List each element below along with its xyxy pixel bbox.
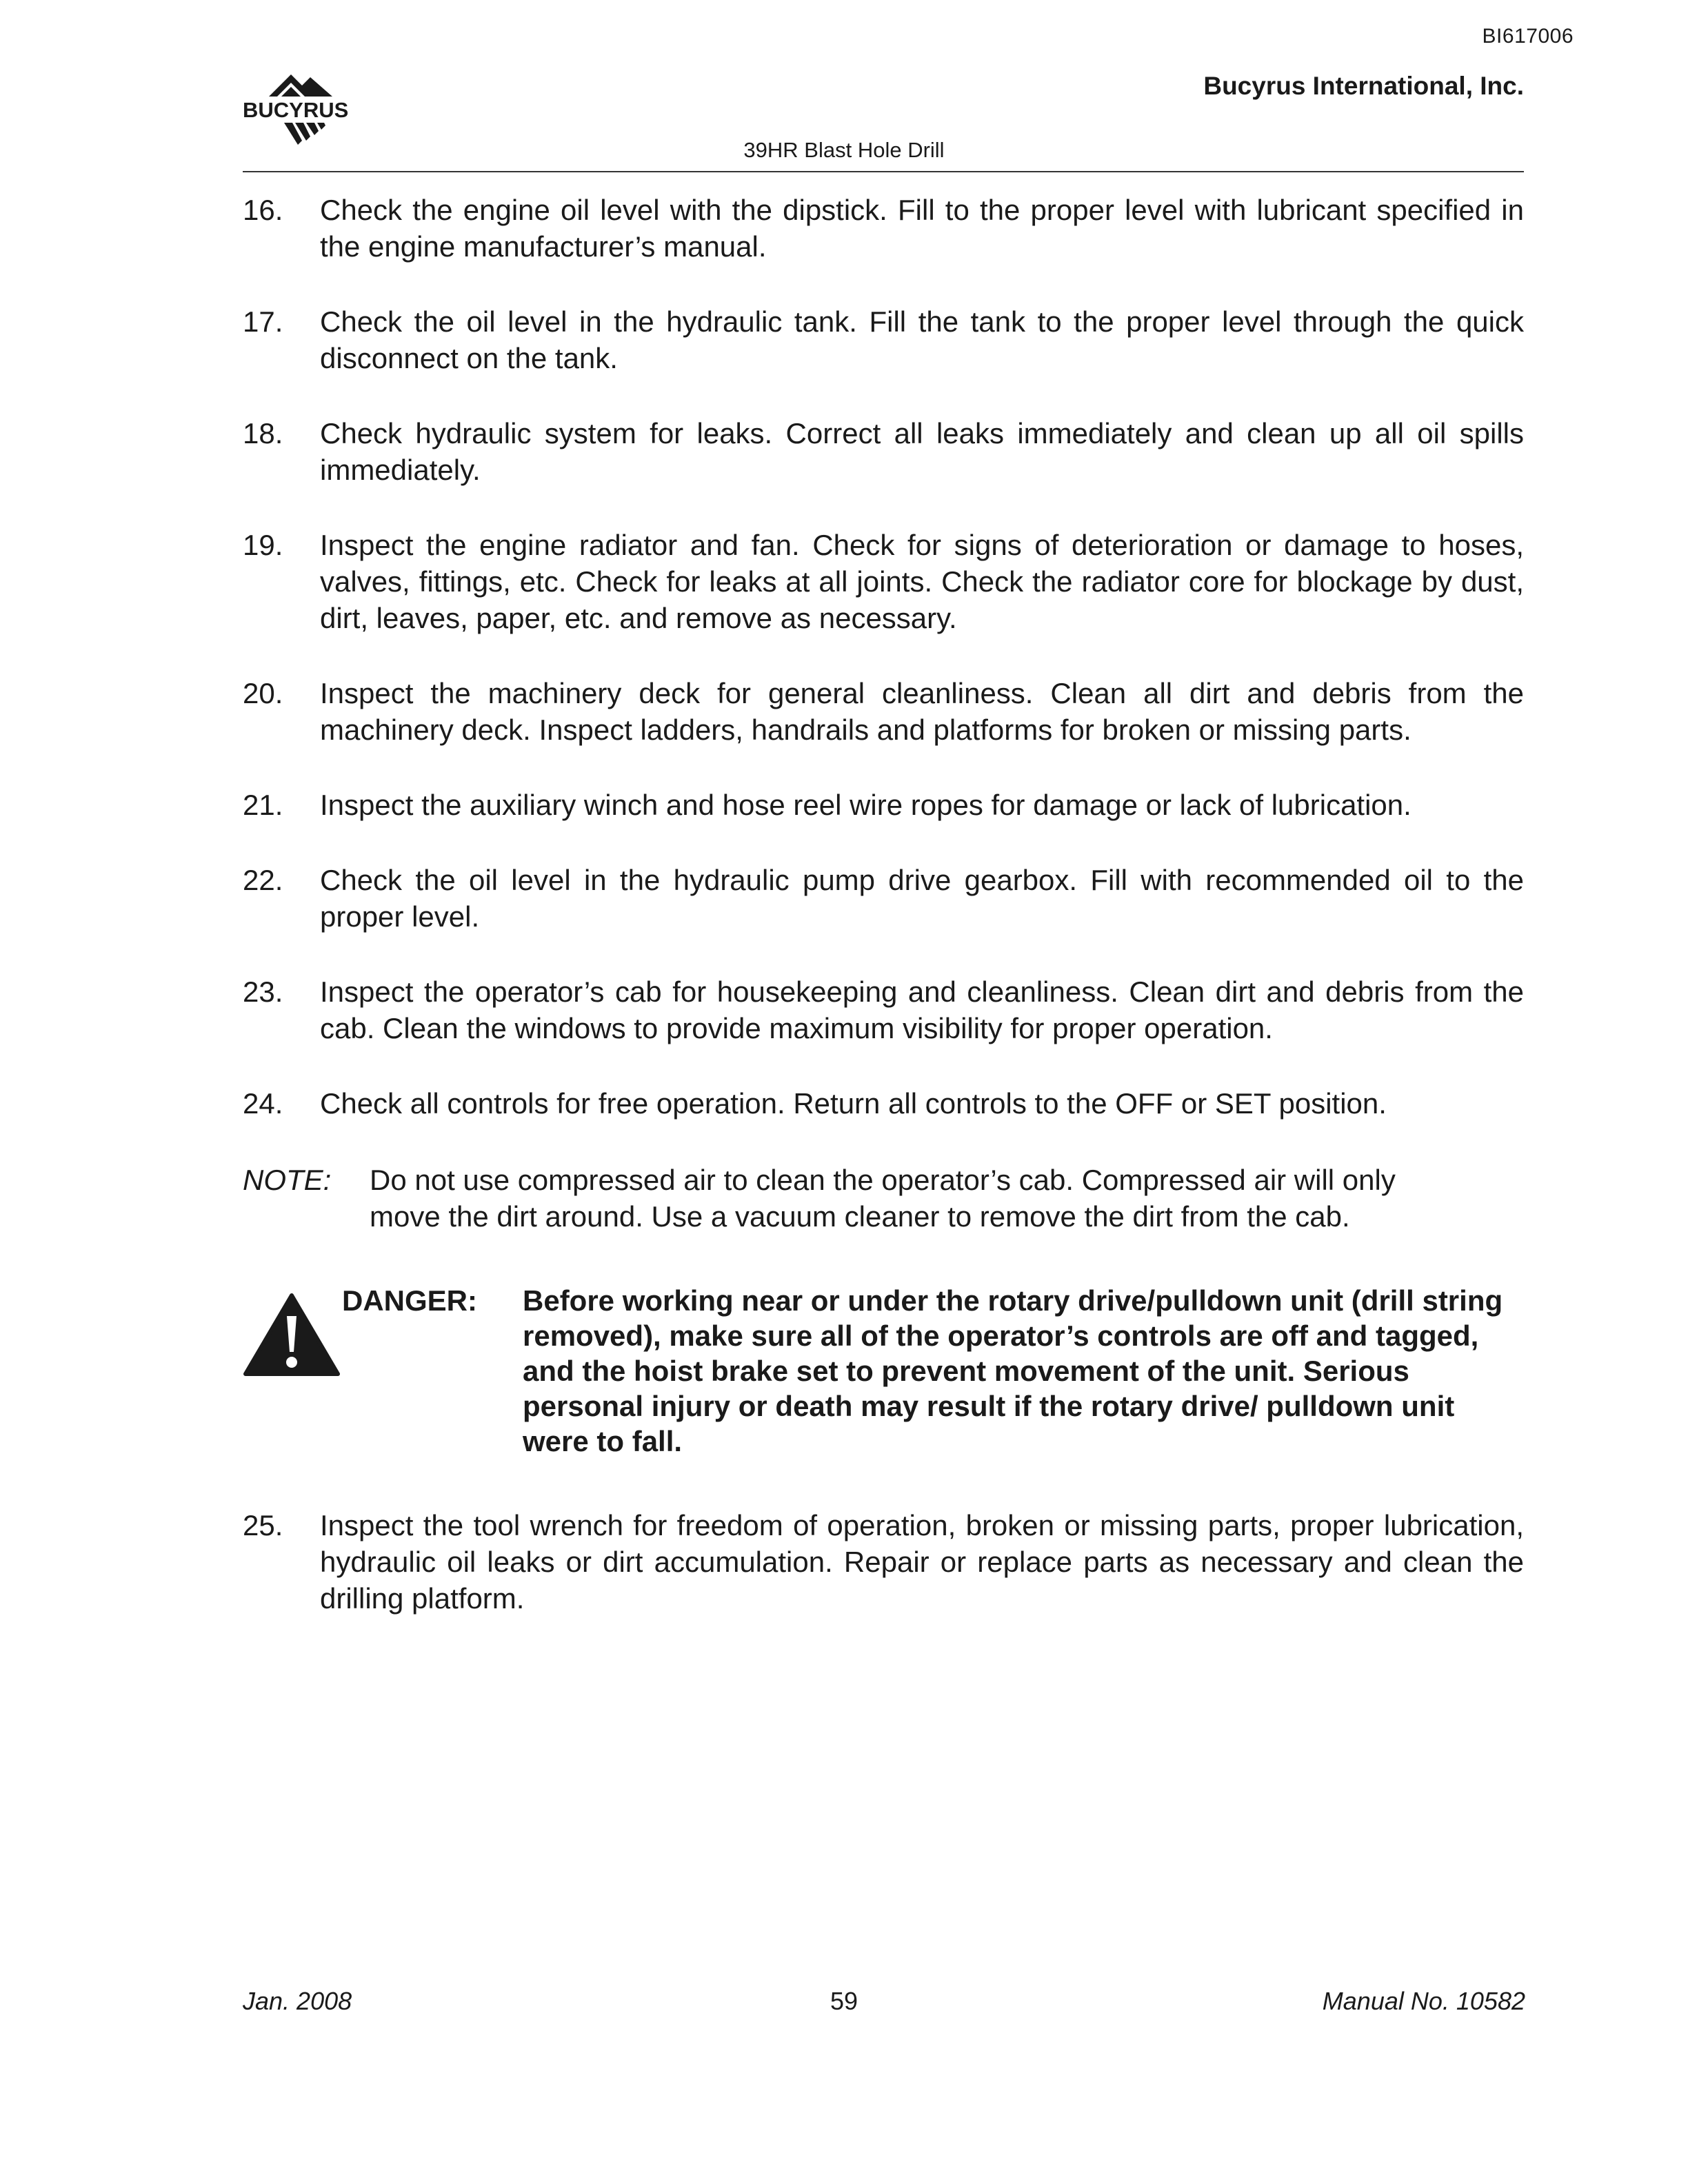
list-item xyxy=(243,1085,1524,1122)
item-text: Inspect the operator’s cab for housekeeping and cleanliness. Clean dirt and debris from the cab. Clean the windows to provide maximum visibility for proper operation. xyxy=(320,975,1524,1044)
list-item xyxy=(243,192,1524,265)
item-number: 16. xyxy=(243,194,283,226)
item-number: 17. xyxy=(243,305,283,338)
item-number: 21. xyxy=(243,789,283,821)
list-item xyxy=(243,675,1524,748)
list-item xyxy=(243,527,1524,636)
list-item xyxy=(243,1507,1524,1617)
item-number: 23. xyxy=(243,975,283,1008)
footer-manual-number: Manual No. 10582 xyxy=(1322,1987,1525,2015)
item-text: Inspect the auxiliary winch and hose reel wire ropes for damage or lack of lubrication. xyxy=(320,789,1411,821)
item-text: Check hydraulic system for leaks. Correct all leaks immediately and clean up all oil spills immediately. xyxy=(320,417,1524,486)
item-text: Inspect the tool wrench for freedom of operation, broken or missing parts, proper lubrication, hydraulic oil leaks or dirt accumulation. Repair or replace parts as necessary and clean the drilling platform. xyxy=(320,1509,1524,1615)
item-number: 18. xyxy=(243,417,283,449)
list-item xyxy=(243,415,1524,488)
list-item xyxy=(243,303,1524,376)
danger-label: DANGER: xyxy=(342,1284,477,1317)
list-item xyxy=(243,973,1524,1046)
logo-text: BUCYRUS xyxy=(243,98,349,122)
list-item xyxy=(243,862,1524,935)
footer-date: Jan. 2008 xyxy=(243,1987,352,2015)
document-id: BI617006 xyxy=(1482,25,1574,48)
procedure-content xyxy=(243,192,1524,1655)
danger-text: Before working near or under the rotary drive/pulldown unit (drill string removed), make sure all of the operator’s controls are off and tagged, and the hoist brake set to prevent movement of the unit. Serious personal injury or death may result if the rotary drive/ pulldown unit were to fall. xyxy=(523,1284,1503,1457)
item-number: 19. xyxy=(243,529,283,561)
item-text: Check the oil level in the hydraulic pump drive gearbox. Fill with recommended oil to the proper level. xyxy=(320,864,1524,933)
item-number: 20. xyxy=(243,677,283,709)
item-text: Check the engine oil level with the dipstick. Fill to the proper level with lubricant specified in the engine manufacturer’s manual. xyxy=(320,194,1524,263)
item-text: Check all controls for free operation. Return all controls to the OFF or SET position. xyxy=(320,1087,1387,1120)
list-item xyxy=(243,787,1524,823)
page-number: 59 xyxy=(830,1987,858,2015)
document-subtitle: 39HR Blast Hole Drill xyxy=(743,138,945,162)
item-text: Check the oil level in the hydraulic tank. Fill the tank to the proper level through the quick disconnect on the tank. xyxy=(320,305,1524,374)
note-text: Do not use compressed air to clean the operator’s cab. Compressed air will only move the dirt around. Use a vacuum cleaner to remove the dirt from the cab. xyxy=(370,1164,1396,1233)
item-text: Inspect the machinery deck for general cleanliness. Clean all dirt and debris from the machinery deck. Inspect ladders, handrails and platforms for broken or missing parts. xyxy=(320,677,1524,746)
item-number: 22. xyxy=(243,864,283,896)
danger-block xyxy=(243,1283,1524,1459)
item-number: 25. xyxy=(243,1509,283,1541)
note-label: NOTE: xyxy=(243,1164,332,1196)
item-number: 24. xyxy=(243,1087,283,1120)
note-block xyxy=(243,1162,1524,1235)
warning-triangle-icon xyxy=(243,1283,342,1459)
company-name: Bucyrus International, Inc. xyxy=(1203,72,1524,100)
item-text: Inspect the engine radiator and fan. Check for signs of deterioration or damage to hoses, valves, fittings, etc. Check for leaks at all joints. Check the radiator core for blockage by dust, dirt, leaves, paper, etc. and remove as necessary. xyxy=(320,529,1524,634)
header-divider xyxy=(243,171,1524,172)
